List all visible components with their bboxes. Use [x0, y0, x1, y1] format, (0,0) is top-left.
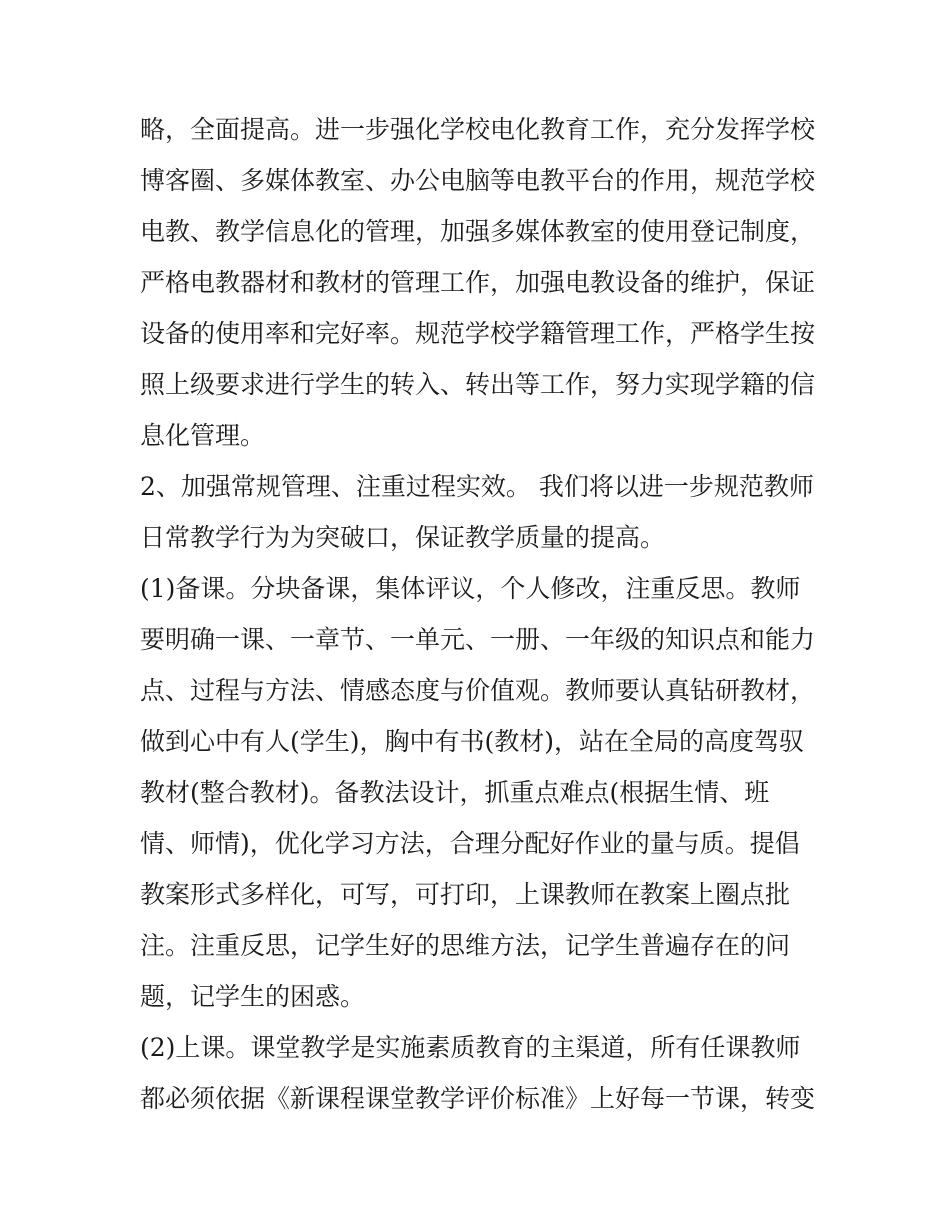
subsection-line: (2)上课。课堂教学是实施素质教育的主渠道，所有任课教师: [140, 1033, 801, 1062]
body-text: [140, 104, 820, 1124]
text-line: 教案形式多样化，可写，可打印，上课教师在教案上圈点批: [140, 880, 791, 909]
text-line: 日常教学行为为突破口，保证教学质量的提高。: [140, 523, 666, 552]
text-line: 都必须依据《新课程课堂教学评价标准》上好每一节课，转变: [140, 1084, 816, 1113]
text-line: 博客圈、多媒体教室、办公电脑等电教平台的作用，规范学校: [140, 166, 816, 195]
text-line: 教材(整合教材)。备教法设计，抓重点难点(根据生情、班: [140, 778, 770, 807]
text-line: 点、过程与方法、情感态度与价值观。教师要认真钻研教材，: [140, 676, 816, 705]
text-line: 做到心中有人(学生)，胸中有书(教材)，站在全局的高度驾驭: [140, 727, 805, 756]
text-line: 略，全面提高。进一步强化学校电化教育工作，充分发挥学校: [140, 115, 816, 144]
text-line: 题，记学生的困惑。: [140, 982, 366, 1011]
text-line: 息化管理。: [140, 421, 266, 450]
section-heading: 2、加强常规管理、注重过程实效。 我们将以进一步规范教师: [140, 472, 814, 501]
text-line: 注。注重反思，记学生好的思维方法，记学生普遍存在的问: [140, 931, 791, 960]
text-line: 设备的使用率和完好率。规范学校学籍管理工作，严格学生按: [140, 319, 816, 348]
text-line: 电教、教学信息化的管理，加强多媒体教室的使用登记制度，: [140, 217, 816, 246]
text-line: 照上级要求进行学生的转入、转出等工作，努力实现学籍的信: [140, 370, 816, 399]
text-line: 严格电教器材和教材的管理工作，加强电教设备的维护，保证: [140, 268, 816, 297]
text-line: 情、师情)，优化学习方法，合理分配好作业的量与质。提倡: [140, 829, 800, 858]
subsection-line: (1)备课。分块备课，集体评议，个人修改，注重反思。教师: [140, 574, 801, 603]
text-line: 要明确一课、一章节、一单元、一册、一年级的知识点和能力: [140, 625, 816, 654]
